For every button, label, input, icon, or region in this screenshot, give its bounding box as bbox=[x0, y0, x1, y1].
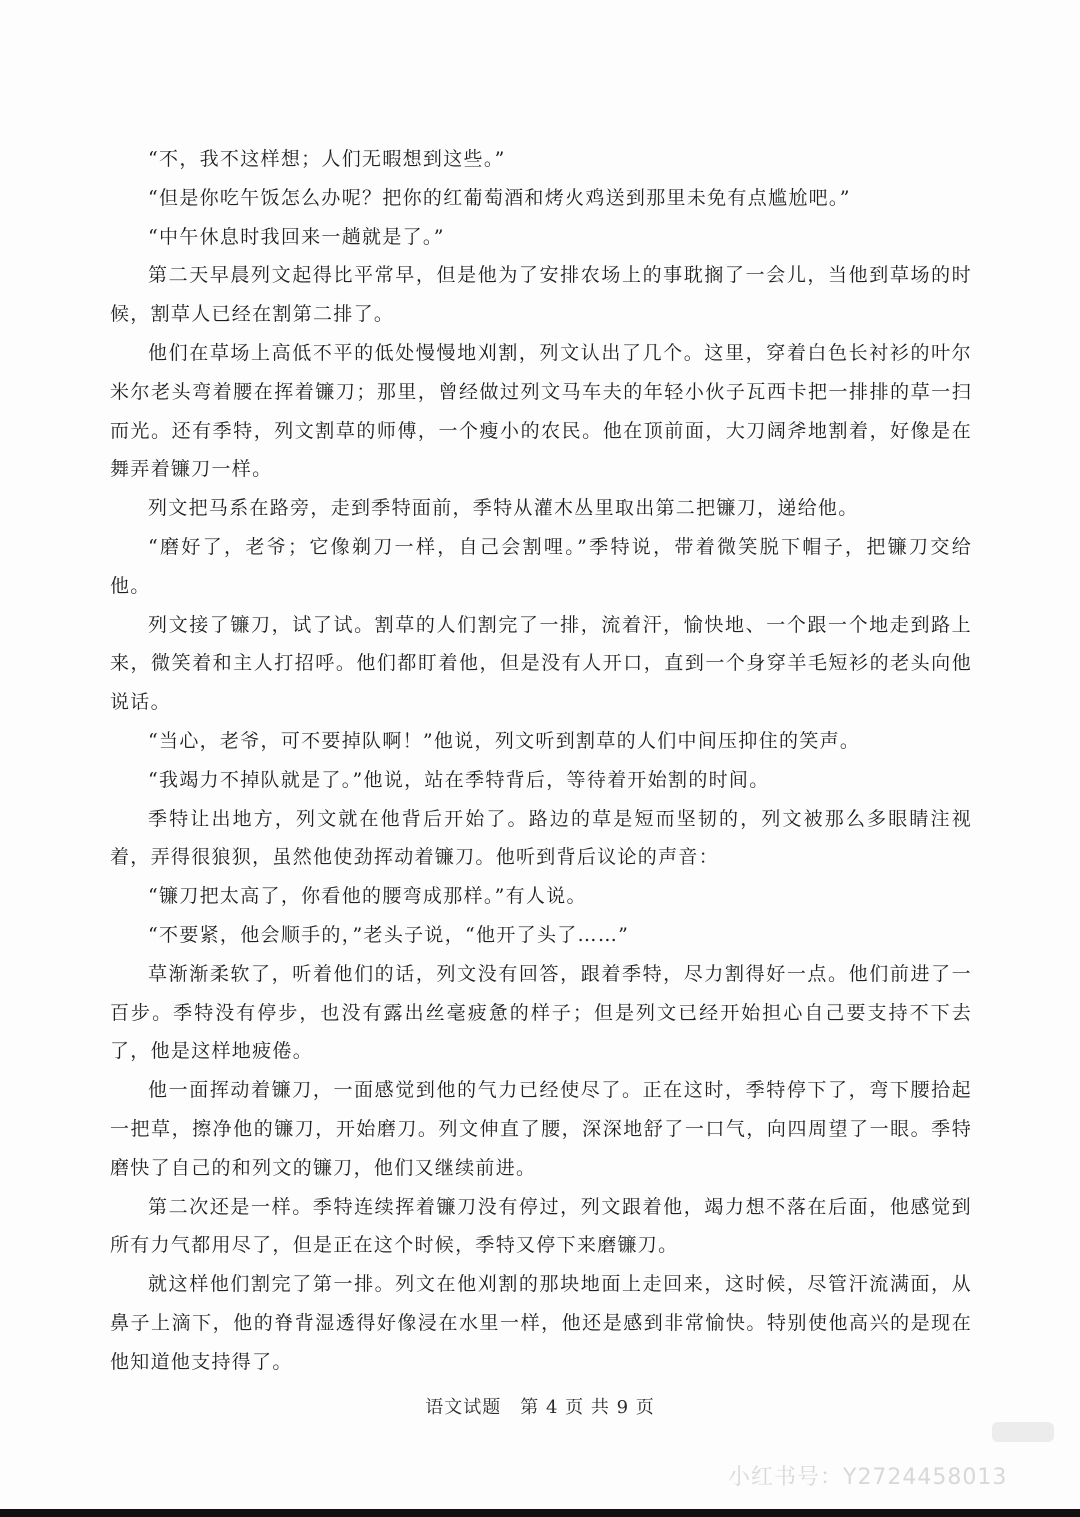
paragraph-2: “但是你吃午饭怎么办呢？把你的红葡萄酒和烤火鸡送到那里未免有点尴尬吧。” bbox=[148, 186, 851, 209]
paragraph-15: 他一面挥动着镰刀，一面感觉到他的气力已经使尽了。正在这时，季特停下了，弯下腰拾起一把草，擦净他的镰刀，开始磨刀。列文伸直了腰，深深地舒了一口气，向四周望了一眼。季特磨快了自己的和列文的镰刀，他们又继续前进。 bbox=[110, 1079, 972, 1179]
bottom-edge-bar bbox=[0, 1509, 1080, 1517]
paragraph-9: “当心，老爷，可不要掉队啊！”他说，列文听到割草的人们中间压抑住的笑声。 bbox=[148, 729, 861, 752]
paragraph-4: 第二天早晨列文起得比平常早，但是他为了安排农场上的事耽搁了一会儿，当他到草场的时候，割草人已经在割第二排了。 bbox=[110, 264, 972, 326]
page-footer: 语文试题 第 4 页 共 9 页 bbox=[425, 1397, 655, 1418]
paragraph-1: “不，我不这样想；人们无暇想到这些。” bbox=[148, 148, 506, 170]
paragraph-11: 季特让出地方，列文就在他背后开始了。路边的草是短而坚韧的，列文被那么多眼睛注视着，弄得很狼狈，虽然他使劲挥动着镰刀。他听到背后议论的声音： bbox=[110, 807, 972, 869]
paragraph-17: 就这样他们割完了第一排。列文在他刈割的那块地面上走回来，这时候，尽管汗流满面，从鼻子上滴下，他的脊背湿透得好像浸在水里一样，他还是感到非常愉快。特别使他高兴的是现在他知道他支持得了。 bbox=[110, 1273, 972, 1373]
paragraph-8: 列文接了镰刀，试了试。割草的人们割完了一排，流着汗，愉快地、一个跟一个地走到路上来，微笑着和主人打招呼。他们都盯着他，但是没有人开口，直到一个身穿羊毛短衫的老头向他说话。 bbox=[110, 613, 972, 714]
paragraph-12: “镰刀把太高了，你看他的腰弯成那样。”有人说。 bbox=[148, 885, 587, 908]
paragraph-3: “中午休息时我回来一趟就是了。” bbox=[148, 225, 445, 248]
paragraph-5: 他们在草场上高低不平的低处慢慢地刈割，列文认出了几个。这里，穿着白色长衬衫的叶尔米尔老头弯着腰在挥着镰刀；那里，曾经做过列文马车夫的年轻小伙子瓦西卡把一排排的草一扫而光。还有季特，列文割草的师傅，一个瘦小的农民。他在顶前面，大刀阔斧地割着，好像是在舞弄着镰刀一样。 bbox=[110, 341, 972, 481]
paragraph-6: 列文把马系在路旁，走到季特面前，季特从灌木丛里取出第二把镰刀，递给他。 bbox=[148, 497, 859, 520]
paragraph-16: 第二次还是一样。季特连续挥着镰刀没有停过，列文跟着他，竭力想不落在后面，他感觉到所有力气都用尽了，但是正在这个时候，季特又停下来磨镰刀。 bbox=[110, 1195, 972, 1257]
paragraph-7: “磨好了，老爷；它像剃刀一样，自己会割哩。”季特说，带着微笑脱下帽子，把镰刀交给他。 bbox=[110, 535, 972, 597]
paragraph-14: 草渐渐柔软了，听着他们的话，列文没有回答，跟着季特，尽力割得好一点。他们前进了一百步。季特没有停步，也没有露出丝毫疲惫的样子；但是列文已经开始担心自己要支持不下去了，他是这样地疲倦。 bbox=[110, 962, 972, 1063]
passage-body bbox=[110, 140, 972, 1382]
paragraph-13: “不要紧，他会顺手的，”老头子说，“他开了头了……” bbox=[148, 923, 630, 946]
watermark-text: 小红书号：Y2724458013 bbox=[728, 1465, 1008, 1490]
watermark-logo-icon bbox=[992, 1422, 1054, 1442]
paragraph-10: “我竭力不掉队就是了。”他说，站在季特背后，等待着开始割的时间。 bbox=[148, 768, 770, 791]
